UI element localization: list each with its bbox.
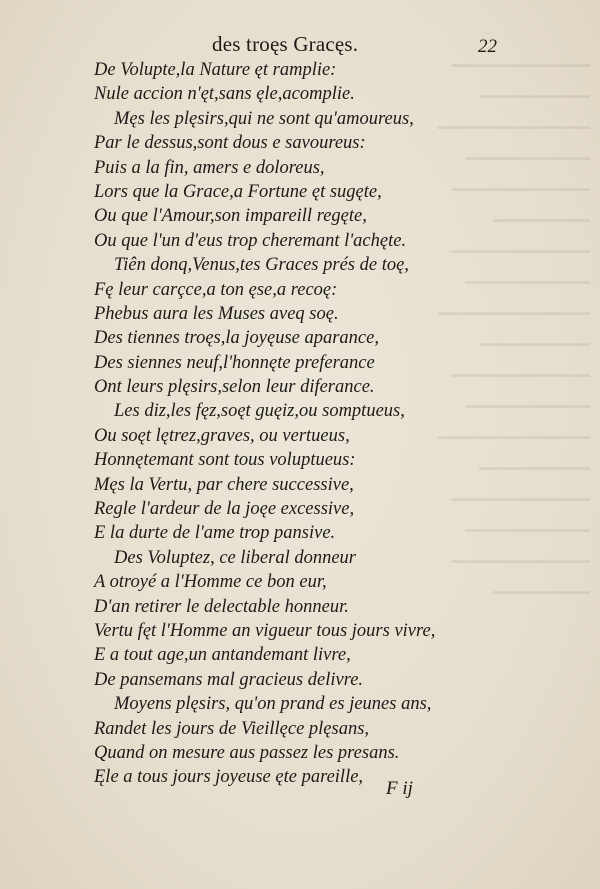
verse-line: Męs la Vertu, par chere successive, [94, 474, 354, 495]
verse-line: Regle l'ardeur de la joęe excessive, [94, 499, 355, 520]
verse-line: Nule accion n'ęt,sans ęle,acomplie. [94, 84, 355, 105]
verse-line: Des Voluptez, ce liberal donneur [114, 547, 356, 568]
verse-line: Randet les jours de Vieillęce plęsans, [94, 718, 370, 739]
verse-line: Ęle a tous jours joyeuse ęte pareille, [94, 767, 364, 788]
verse-line: A otroyé a l'Homme ce bon eur, [94, 572, 327, 593]
running-head: des troęs Gracęs. [212, 32, 359, 56]
verse-line: Par le dessus,sont dous e savoureus: [94, 133, 366, 154]
verse-line: Ont leurs plęsirs,selon leur diferance. [94, 377, 375, 398]
verse-line: Moyens plęsirs, qu'on prand es jeunes ans, [114, 694, 432, 715]
verse-line: Ou soęt lętrez,graves, ou vertueus, [94, 425, 350, 446]
verse-line: Ou que l'Amour,son impareill regęte, [94, 206, 367, 227]
verse-block [94, 58, 454, 790]
verse-line: Tiên donq,Venus,tes Graces prés de toę, [114, 255, 409, 276]
verse-line: Fę leur carçce,a ton ęse,a recoę: [94, 279, 338, 300]
verse-line: Quand on mesure aus passez les presans. [94, 742, 400, 763]
page-number: 22 [478, 36, 497, 57]
verse-line: D'an retirer le delectable honneur. [94, 596, 349, 617]
verse-line: E a tout age,un antandemant livre, [94, 645, 351, 666]
verse-line: E la durte de l'ame trop pansive. [94, 523, 336, 544]
signature-mark: F ij [386, 778, 413, 799]
verse-line: Vertu fęt l'Homme an vigueur tous jours vivre, [94, 620, 436, 641]
verse-line: De pansemans mal gracieus delivre. [94, 669, 364, 690]
verse-line: Męs les plęsirs,qui ne sont qu'amoureus, [114, 108, 414, 129]
show-through-texture: ▔▔▔▔▔▔▔▔▔▔ ▔▔▔▔▔▔▔▔ ▔▔▔▔▔▔▔▔▔▔▔ ▔▔▔▔▔▔▔▔▔ ▔▔▔▔▔▔▔▔▔▔ ▔▔▔▔▔▔▔ ▔▔▔▔▔▔▔▔▔▔ ▔▔▔▔▔▔▔▔▔ ▔▔▔▔▔▔▔▔▔▔▔ ▔▔▔▔▔▔▔▔ ▔▔▔▔▔▔▔▔▔▔ ▔▔▔▔▔▔▔▔▔ ▔▔▔▔▔▔▔▔▔▔▔ ▔▔▔▔▔▔▔▔ ▔▔▔▔▔▔▔▔▔▔ ▔▔▔▔▔▔▔▔▔ ▔▔▔▔▔▔▔▔▔▔ ▔▔▔▔▔▔▔ [437, 65, 590, 612]
verse-line: Des siennes neuf,l'honnęte preferance [94, 352, 375, 373]
verse-line: Puis a la fin, amers e doloreus, [94, 157, 325, 178]
verse-line: Lors que la Grace,a Fortune ęt sugęte, [94, 181, 382, 202]
verse-line: Les diz,les fęz,soęt guęiz,ou somptueus, [114, 401, 405, 422]
verse-line: Ou que l'un d'eus trop cheremant l'achęte. [94, 230, 407, 251]
verse-line: De Volupte,la Nature ęt ramplie: [94, 60, 337, 80]
verse-line: Des tiennes troęs,la joyęuse aparance, [94, 328, 379, 349]
verse-line: Honnętemant sont tous voluptueus: [94, 450, 356, 471]
page-header [0, 32, 600, 60]
verse-line: Phebus aura les Muses aveq soę. [94, 303, 339, 324]
